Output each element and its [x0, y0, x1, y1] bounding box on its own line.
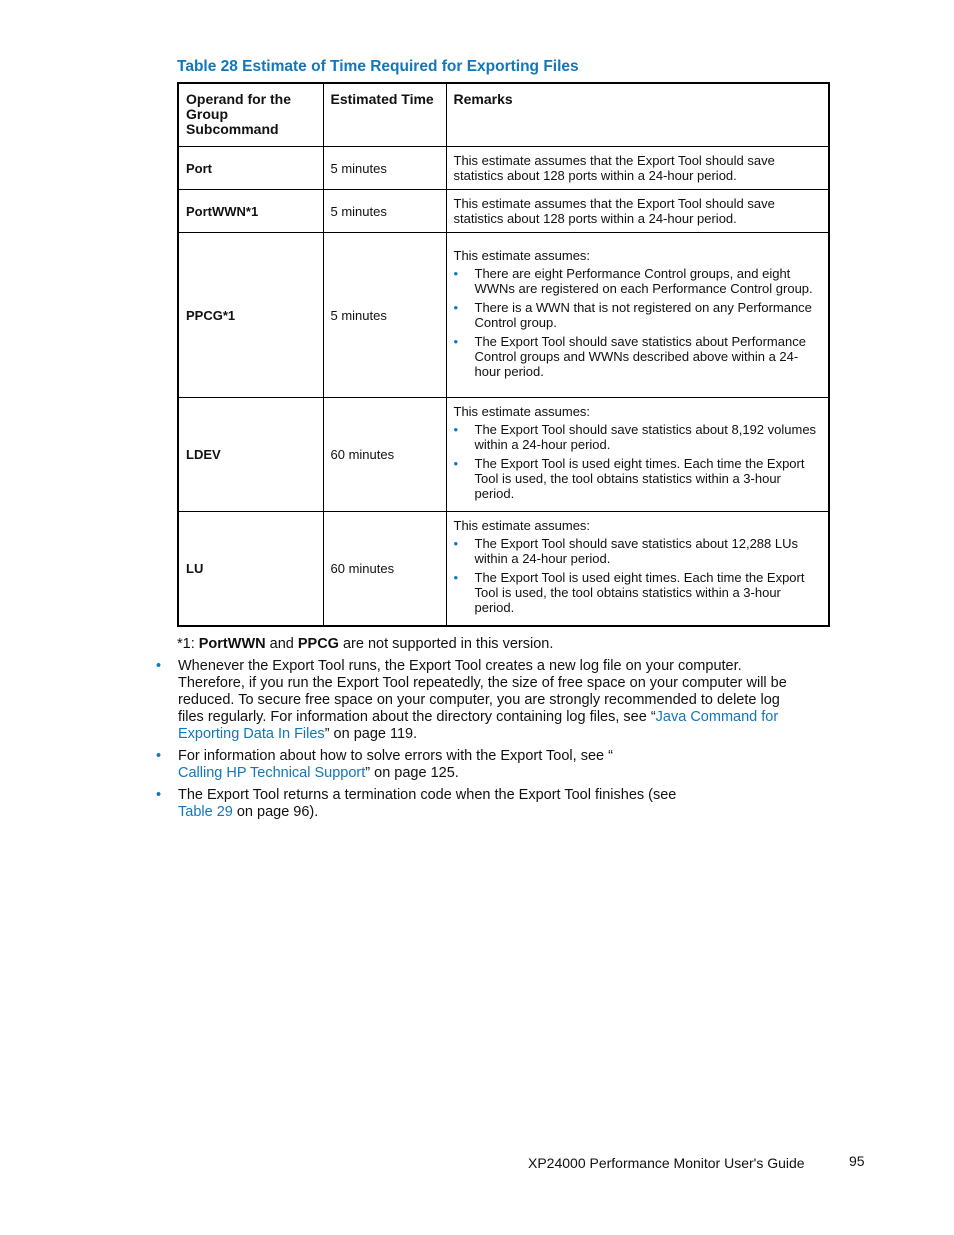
- remarks-list: [454, 536, 822, 615]
- list-item: • The Export Tool should save statistics about 12,288 LUs within a 24-hour period.: [453, 536, 799, 566]
- remarks-cell: [446, 233, 829, 398]
- bullet-icon: •: [453, 536, 459, 551]
- footnote-term: PortWWN: [198, 636, 266, 652]
- operand-cell: LDEV: [178, 398, 323, 512]
- list-item: • The Export Tool should save statistics about Performance Control groups and WWNs described above within a 24-hour period.: [453, 333, 806, 379]
- column-header-remarks: Remarks: [446, 83, 829, 147]
- table-caption: Table 28 Estimate of Time Required for Exporting Files: [177, 58, 579, 75]
- remarks-intro: This estimate assumes:: [453, 404, 591, 419]
- operand-cell: PPCG*1: [178, 233, 323, 398]
- body-bullet-list: [156, 658, 796, 826]
- time-cell: 5 minutes: [323, 147, 446, 190]
- bullet-icon: •: [156, 787, 162, 803]
- list-item: • There is a WWN that is not registered on any Performance Control group.: [453, 299, 812, 330]
- list-item: • The Export Tool should save statistics about 8,192 volumes within a 24-hour period.: [453, 422, 817, 452]
- list-item: • The Export Tool is used eight times. Each time the Export Tool is used, the tool obtains statistics within a 3-hour period.: [453, 456, 805, 501]
- time-cell: 5 minutes: [323, 233, 446, 398]
- table-header-row: [178, 83, 829, 147]
- link-calling-hp-support[interactable]: Calling HP Technical Support: [178, 765, 366, 781]
- operand-cell: Port: [178, 147, 323, 190]
- link-table-29[interactable]: Table 29: [178, 804, 233, 820]
- table-row: [178, 233, 829, 398]
- bullet-icon: •: [453, 422, 459, 437]
- table-row: [178, 190, 829, 233]
- bullet-icon: •: [453, 570, 459, 585]
- time-cell: 5 minutes: [323, 190, 446, 233]
- list-item: • Whenever the Export Tool runs, the Export Tool creates a new log file on your computer. Therefore, if you run the Export Tool repeatedly, the size of free space on your computer will be reduced. To secure free space on your computer, you are strongly recommended to delete log files regularly. For information about the directory containing log files, see “Java Command for Exporting Data In Files” on page 119.: [156, 658, 787, 742]
- list-item: • For information about how to solve errors with the Export Tool, see “ Calling HP Technical Support” on page 125.: [156, 748, 613, 781]
- remarks-intro: This estimate assumes:: [453, 247, 591, 263]
- bullet-icon: •: [156, 748, 162, 764]
- remarks-intro: This estimate assumes:: [453, 518, 591, 533]
- footer-guide-title: XP24000 Performance Monitor User's Guide: [528, 1155, 805, 1171]
- page-number: 95: [849, 1153, 865, 1169]
- time-cell: 60 minutes: [323, 512, 446, 627]
- estimate-table: [177, 82, 830, 627]
- list-item: • The Export Tool is used eight times. Each time the Export Tool is used, the tool obtains statistics within a 3-hour period.: [453, 570, 805, 615]
- bullet-icon: •: [453, 456, 459, 471]
- bullet-icon: •: [156, 658, 162, 674]
- operand-cell: LU: [178, 512, 323, 627]
- column-header-estimated-time: Estimated Time: [323, 83, 446, 147]
- bullet-icon: •: [453, 333, 459, 349]
- table-footnote: *1: PortWWN and PPCG are not supported in this version.: [177, 636, 554, 652]
- table-row: [178, 398, 829, 512]
- remarks-cell: [446, 398, 829, 512]
- list-item: • There are eight Performance Control groups, and eight WWNs are registered on each Performance Control group.: [453, 265, 813, 296]
- time-cell: 60 minutes: [323, 398, 446, 512]
- remarks-cell: [446, 512, 829, 627]
- column-header-operand: Operand for the Group Subcommand: [178, 83, 323, 147]
- remarks-list: [454, 266, 822, 379]
- list-item: • The Export Tool returns a termination code when the Export Tool finishes (see Table 29 on page 96).: [156, 787, 677, 820]
- remarks-intro: This estimate assumes that the Export Tool should save statistics about 128 ports within a 24-hour period.: [453, 153, 775, 183]
- remarks-intro: This estimate assumes that the Export Tool should save statistics about 128 ports within a 24-hour period.: [453, 196, 775, 226]
- remarks-cell: [446, 147, 829, 190]
- bullet-icon: •: [453, 265, 459, 281]
- remarks-cell: [446, 190, 829, 233]
- table-row: [178, 147, 829, 190]
- operand-cell: PortWWN*1: [178, 190, 323, 233]
- footnote-term: PPCG: [297, 636, 339, 652]
- link-java-command[interactable]: Java Command for Exporting Data In Files: [178, 709, 779, 742]
- table-row: [178, 512, 829, 627]
- bullet-icon: •: [453, 299, 459, 315]
- remarks-list: [454, 422, 822, 501]
